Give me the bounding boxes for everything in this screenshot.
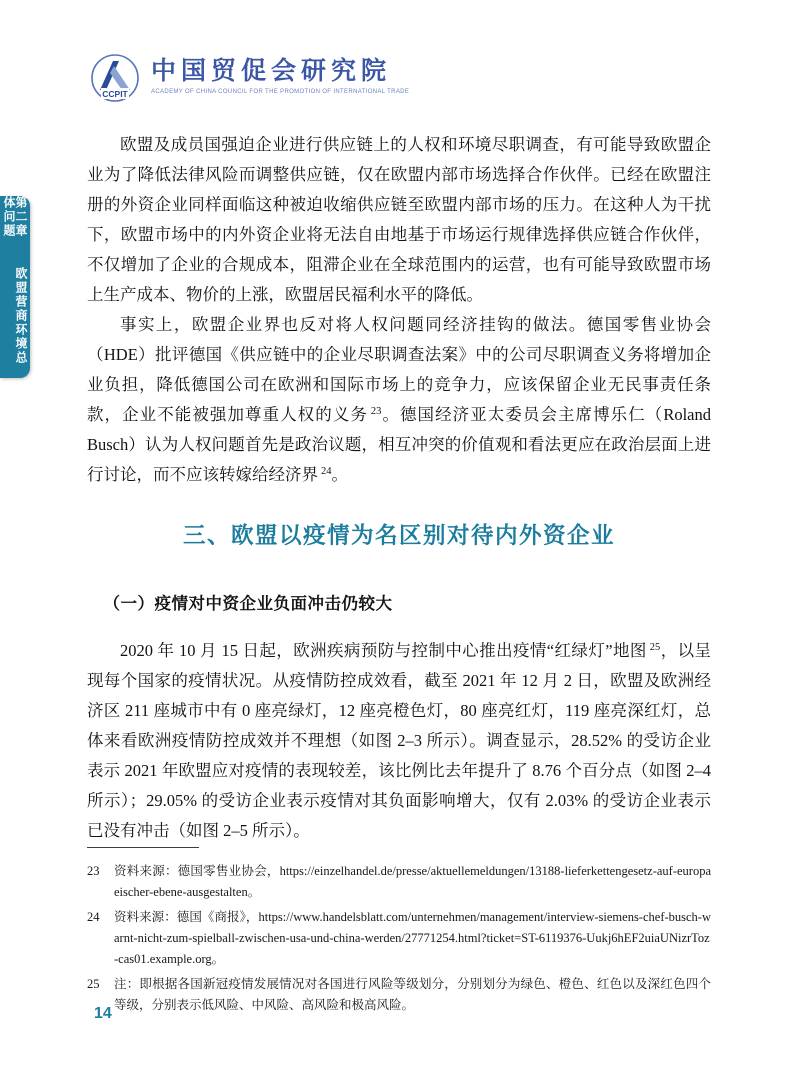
ccpit-logo-icon <box>88 52 142 106</box>
footnote-ref-23: 23 <box>370 405 382 417</box>
footnote-23-number: 23 <box>87 864 100 878</box>
chapter-number: 第二章 <box>14 196 28 238</box>
section-heading: 三、欧盟以疫情为名区别对待内外资企业 <box>182 523 615 548</box>
paragraph-supply-chain-due-diligence: 欧盟及成员国强迫企业进行供应链上的人权和环境尽职调查，有可能导致欧盟企业为了降低法律风险而调整供应链，仅在欧盟内部市场选择合作伙伴。已经在欧盟注册的外资企业同样面临这种被迫收缩供应链至欧盟内部市场的压力。在这种人为干扰下，欧盟市场中的内外资企业将无法自由地基于市场运行规律选择供应链合作伙伴，不仅增加了企业的合规成本，阻滞企业在全球范围内的运营，也有可能导致欧盟市场上生产成本、物价的上涨，欧盟居民福利水平的降低。 <box>87 135 711 304</box>
footnote-25 <box>87 974 711 1016</box>
footnotes-section <box>87 847 711 1020</box>
paragraph-pandemic-impact <box>87 636 711 846</box>
logo <box>88 52 409 106</box>
footnote-divider <box>87 847 199 848</box>
chapter-side-tab <box>0 196 30 378</box>
paragraph-pandemic-impact-text-2: ，以呈现每个国家的疫情状况。从疫情防控成效看，截至 2021 年 12 月 2 日，欧盟及欧洲经济区 211 座城市中有 0 座亮绿灯，12 座亮橙色灯，80 座亮红灯，119 座亮深红灯，总体来看欧洲疫情防控成效并不理想（如图 2–3 所示）。调查显示，28.52% 的受访企业表示 2021 年欧盟应对疫情的表现较差，该比例比去年提升了 8.76 个百分点（如图 2–4 所示）；29.05% 的受访企业表示疫情对其负面影响增大，仅有 2.03% 的受访企业表示已没有冲击（如图 2–5 所示）。 <box>87 641 711 840</box>
paragraph-business-opposition-text-3: 。 <box>331 465 348 484</box>
footnote-ref-24: 24 <box>321 465 332 477</box>
ccpit-logo-text: CCPIT <box>102 89 128 99</box>
footnote-ref-25: 25 <box>649 641 661 653</box>
footnote-23 <box>87 861 711 903</box>
subsection-heading: （一）疫情对中资企业负面冲击仍较大 <box>103 595 393 613</box>
paragraph-pandemic-impact-text-1: 2020 年 10 月 15 日起，欧洲疾病预防与控制中心推出疫情“红绿灯”地图 <box>120 641 647 660</box>
paragraph-business-opposition-text-1: 事实上，欧盟企业界也反对将人权问题同经济挂钩的做法。德国零售业协会（HDE）批评德国《供应链中的企业尽职调查法案》中的公司尽职调查义务将增加企业负担，降低德国公司在欧洲和国际市场上的竞争力，应该保留企业无民事责任条款，企业不能被强加尊重人权的义务 <box>87 315 711 424</box>
footnote-25-number: 25 <box>87 977 100 991</box>
footnote-25-text: 注：即根据各国新冠疫情发展情况对各国进行风险等级划分，分别划分为绿色、橙色、红色以及深红色四个等级，分别表示低风险、中风险、高风险和极高风险。 <box>114 977 711 1012</box>
footnote-24-number: 24 <box>87 910 100 924</box>
footnote-24 <box>87 907 711 970</box>
brand-name-cn: 中国贸促会研究院 <box>151 58 392 85</box>
footnote-24-text: 资料来源：德国《商报》，https://www.handelsblatt.com/unternehmen/management/interview-siemens-chef-busch-warnt-nicht-zum-spielball-zwischen-usa-und-china-werden/27771254.html?ticket=ST-6119376-Uukj6hEF2uiaUNizrToz-cas01.example.org。 <box>114 910 711 966</box>
brand-block <box>151 52 409 95</box>
main-content <box>87 130 711 846</box>
footnote-23-text: 资料来源：德国零售业协会，https://einzelhandel.de/presse/aktuellemeldungen/13188-lieferkettengesetz-auf-europaeischer-ebene-ausgestalten。 <box>114 864 711 899</box>
page-number: 14 <box>94 1005 112 1022</box>
brand-name-en: ACADEMY OF CHINA COUNCIL FOR THE PROMOTION OF INTERNATIONAL TRADE <box>151 88 410 95</box>
paragraph-business-opposition <box>87 310 711 490</box>
chapter-title: 欧盟营商环境总体问题 <box>2 196 28 365</box>
paragraph-business-opposition-text-2: 。德国经济亚太委员会主席博乐仁（Roland Busch）认为人权问题首先是政治议题，相互冲突的价值观和看法更应在政治层面上进行讨论，而不应该转嫁给经济界 <box>87 405 711 484</box>
chapter-side-tab-text <box>3 196 27 378</box>
